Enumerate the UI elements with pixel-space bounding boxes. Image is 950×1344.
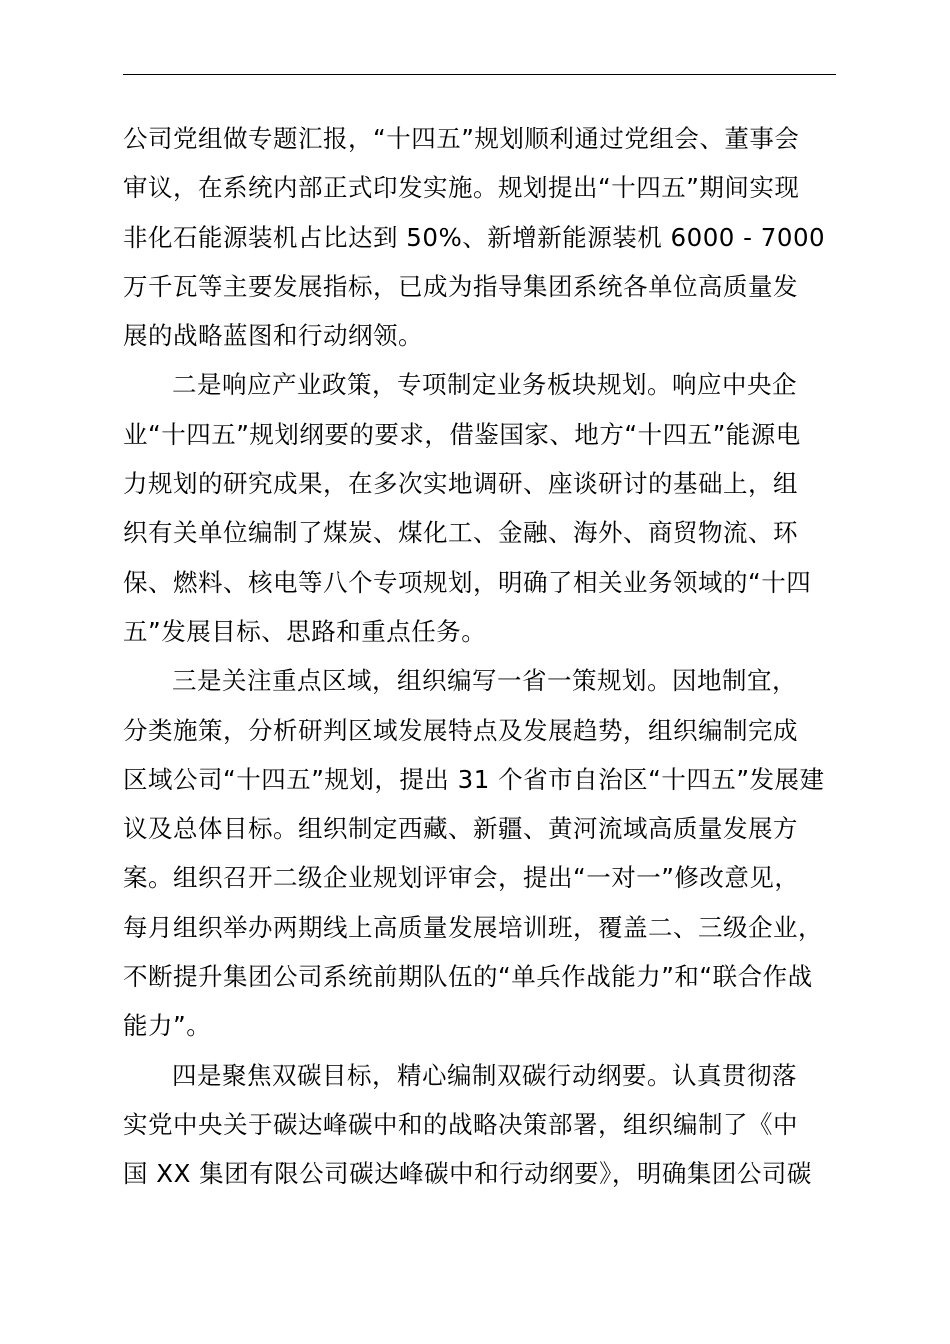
text-line: 业“十四五”规划纲要的要求，借鉴国家、地方“十四五”能源电 [123,419,801,449]
text-line: 案。组织召开二级企业规划评审会，提出“一对一”修改意见， [123,863,800,893]
text-line: 分类施策，分析研判区域发展特点及发展趋势，组织编制完成 [123,715,798,745]
text-line: 议及总体目标。组织制定西藏、新疆、黄河流域高质量发展方 [123,814,798,844]
text-line: 五”发展目标、思路和重点任务。 [123,616,487,646]
text-line: 织有关单位编制了煤炭、煤化工、金融、海外、商贸物流、环 [123,518,798,548]
document-body [123,114,863,1199]
text-line: 展的战略蓝图和行动纲领。 [123,321,423,351]
paragraph-first-line: 二是响应产业政策，专项制定业务板块规划。响应中央企 [172,370,797,400]
text-line: 国 XX 集团有限公司碳达峰碳中和行动纲要》，明确集团公司碳 [123,1159,812,1189]
header-rule [123,74,836,75]
paragraph-first-line: 三是关注重点区域，组织编写一省一策规划。因地制宜， [172,666,797,696]
text-line: 能力”。 [123,1011,212,1041]
text-line: 公司党组做专题汇报，“十四五”规划顺利通过党组会、董事会 [123,124,800,153]
text-line: 每月组织举办两期线上高质量发展培训班，覆盖二、三级企业， [123,912,823,942]
text-line: 力规划的研究成果，在多次实地调研、座谈研讨的基础上，组 [123,469,798,499]
text-line: 审议，在系统内部正式印发实施。规划提出“十四五”期间实现 [123,173,800,203]
text-line: 实党中央关于碳达峰碳中和的战略决策部署，组织编制了《中 [123,1109,798,1139]
text-line: 区域公司“十四五”规划，提出 31 个省市自治区“十四五”发展建 [123,764,825,794]
text-line: 不断提升集团公司系统前期队伍的“单兵作战能力”和“联合作战 [123,962,813,992]
text-line: 保、燃料、核电等八个专项规划，明确了相关业务领域的“十四 [123,567,812,597]
paragraph-first-line: 四是聚焦双碳目标，精心编制双碳行动纲要。认真贯彻落 [172,1060,797,1090]
text-line: 非化石能源装机占比达到 50%、新增新能源装机 6000 - 7000 [123,222,826,252]
text-line: 万千瓦等主要发展指标，已成为指导集团系统各单位高质量发 [123,271,798,301]
